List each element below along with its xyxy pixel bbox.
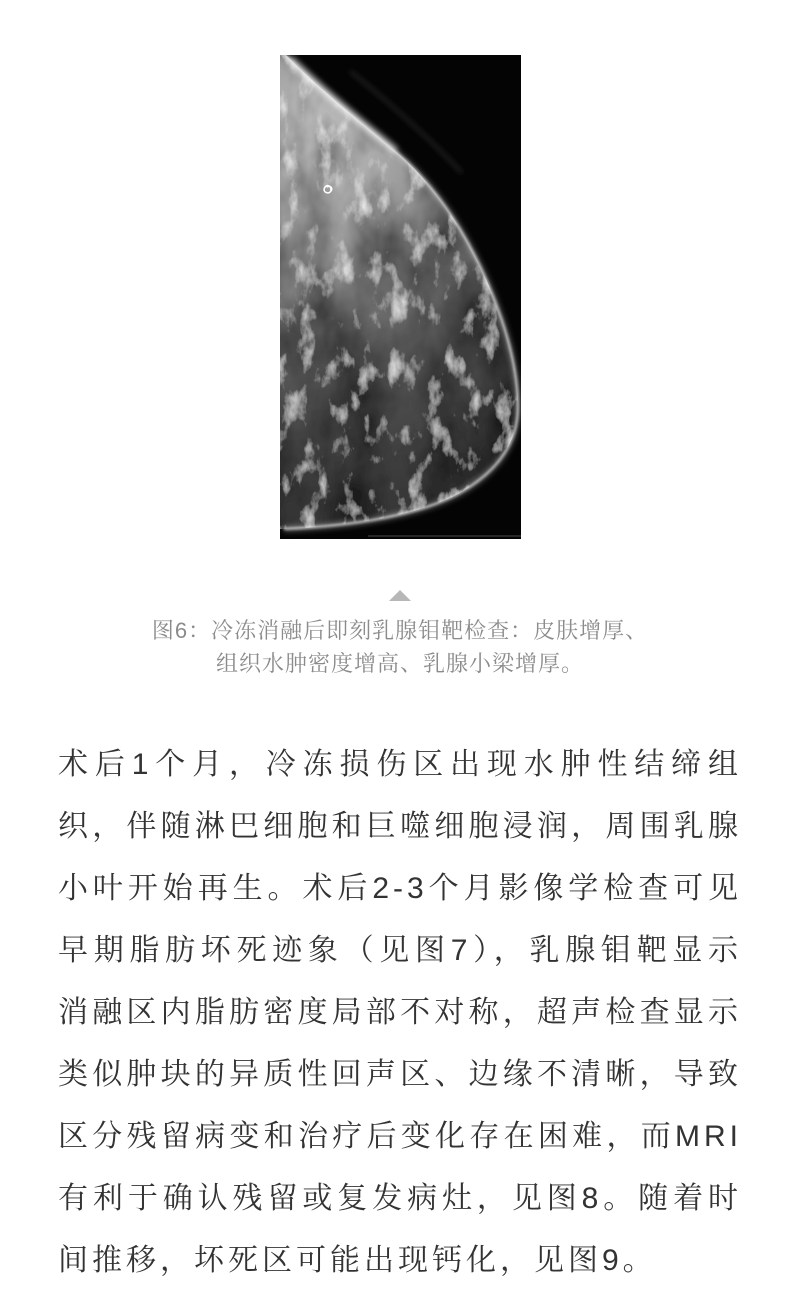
figure-caption-line: 图6：冷冻消融后即刻乳腺钼靶检查：皮肤增厚、 [151, 618, 649, 643]
paragraph-line: 间推移，坏死区可能出现钙化，见图9。 [58, 1244, 657, 1277]
paragraph-line: 织，伴随淋巴细胞和巨噬细胞浸润，周围乳腺 [58, 810, 742, 843]
article-page [0, 55, 800, 1295]
paragraph-line: 消融区内脂肪密度局部不对称，超声检查显示 [58, 996, 742, 1029]
figure-caption [0, 614, 800, 680]
caption-pointer-triangle-icon [389, 590, 411, 601]
figure-caption-line: 组织水肿密度增高、乳腺小梁增厚。 [215, 651, 584, 676]
paragraph-line: 有利于确认残留或复发病灶，见图8。随着时 [58, 1182, 742, 1215]
paragraph-line: 术后1个月，冷冻损伤区出现水肿性结缔组 [58, 748, 742, 781]
paragraph-line: 小叶开始再生。术后2-3个月影像学检查可见 [58, 872, 742, 905]
paragraph-line: 早期脂肪坏死迹象（见图7），乳腺钼靶显示 [58, 934, 742, 967]
paragraph-line: 区分残留病变和治疗后变化存在困难，而MRI [58, 1120, 742, 1153]
mammogram-xray-image [280, 55, 521, 539]
article-paragraph [58, 734, 742, 1292]
paragraph-line: 类似肿块的异质性回声区、边缘不清晰，导致 [58, 1058, 742, 1091]
mammogram-figure-image [280, 55, 521, 539]
